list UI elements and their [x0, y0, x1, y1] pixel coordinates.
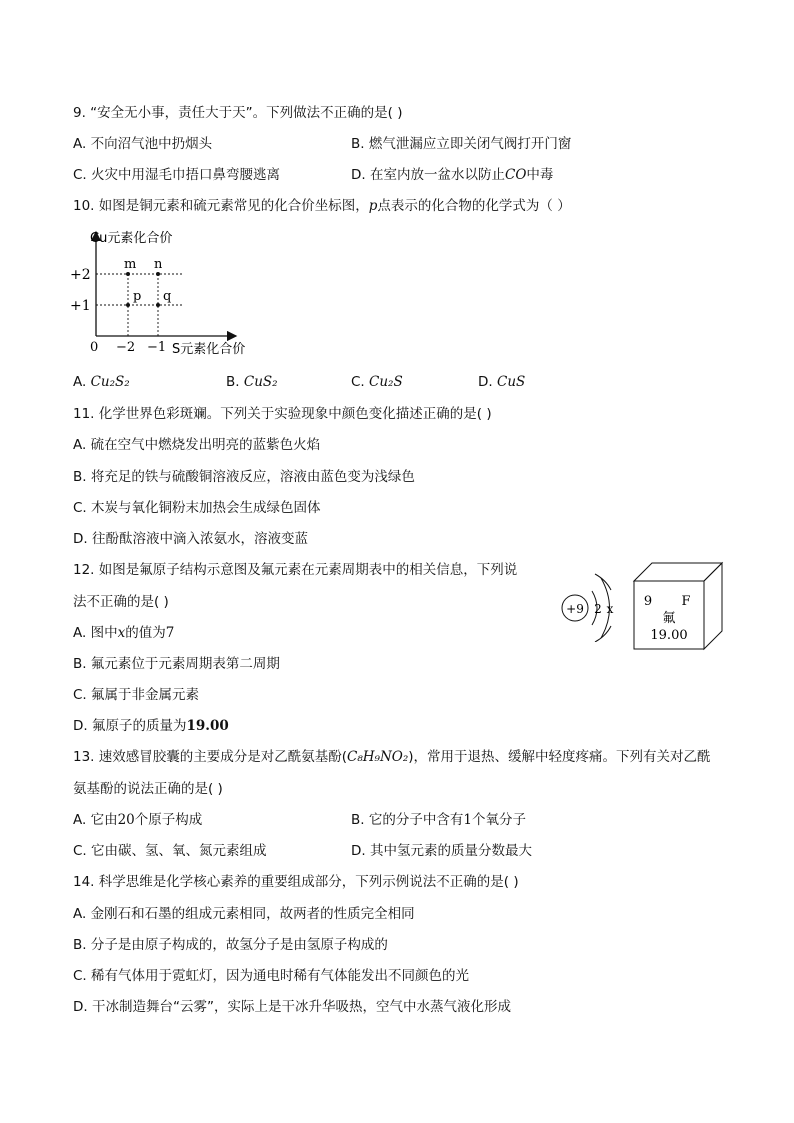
q10-stem: 10. 如图是铜元素和硫元素常见的化合价坐标图，p点表示的化合物的化学式为（ ） — [73, 198, 571, 214]
fluorine-atom-diagram — [556, 572, 626, 642]
q12-option-a: A. 图中x的值为7 — [73, 625, 175, 641]
q10-option-c: C. Cu₂S — [351, 374, 403, 390]
q10-option-d: D. CuS — [478, 374, 526, 390]
point-q — [156, 303, 160, 307]
point-n — [156, 272, 160, 276]
q10-option-a: A. Cu₂S₂ — [73, 374, 130, 390]
y-tick-plus2: +2 — [70, 267, 91, 283]
periodic-table-cell — [632, 561, 724, 651]
q13-option-b: B. 它的分子中含有1个氧分子 — [351, 812, 526, 828]
element-name: 氟 — [662, 611, 676, 626]
q14-option-b: B. 分子是由原子构成的，故氢分子是由氢原子构成的 — [73, 937, 388, 953]
q14-option-c: C. 稀有气体用于霓虹灯，因为通电时稀有气体能发出不同颜色的光 — [73, 968, 470, 984]
nucleus-charge: +9 — [566, 602, 584, 616]
q13-option-d: D. 其中氢元素的质量分数最大 — [351, 843, 532, 859]
valence-chart — [60, 222, 270, 362]
q13-stem-line2: 氨基酚的说法正确的是( ) — [73, 781, 223, 797]
q9-stem: 9. “安全无小事，责任大于天”。下列做法不正确的是( ) — [73, 105, 403, 121]
q14-option-a: A. 金刚石和石墨的组成元素相同，故两者的性质完全相同 — [73, 906, 415, 922]
element-symbol: F — [681, 594, 691, 609]
x-tick-minus2: −2 — [116, 340, 136, 355]
q10-option-b: B. CuS₂ — [226, 374, 278, 390]
y-axis-label: Cu元素化合价 — [90, 231, 173, 246]
x-tick-minus1: −1 — [147, 340, 167, 355]
q12-option-d: D. 氟原子的质量为19.00 — [73, 718, 229, 734]
atomic-number: 9 — [643, 594, 653, 609]
origin-label: 0 — [90, 340, 99, 355]
y-tick-plus1: +1 — [70, 298, 91, 314]
q14-stem: 14. 科学思维是化学核心素养的重要组成部分，下列示例说法不正确的是( ) — [73, 874, 519, 890]
x-axis-label: S元素化合价 — [172, 342, 246, 357]
q11-option-b: B. 将充足的铁与硫酸铜溶液反应，溶液由蓝色变为浅绿色 — [73, 469, 415, 485]
shell2-count: x — [606, 602, 614, 616]
q9-option-c: C. 火灾中用湿毛巾捂口鼻弯腰逃离 — [73, 167, 281, 183]
q11-stem: 11. 化学世界色彩斑斓。下列关于实验现象中颜色变化描述正确的是( ) — [73, 406, 492, 422]
atomic-mass: 19.00 — [650, 628, 688, 643]
q9-option-b: B. 燃气泄漏应立即关闭气阀打开门窗 — [351, 136, 572, 152]
q9-option-a: A. 不向沼气池中扔烟头 — [73, 136, 213, 152]
q11-option-d: D. 往酚酞溶液中滴入浓氨水，溶液变蓝 — [73, 531, 308, 547]
shell1-count: 2 — [594, 602, 602, 616]
label-m: m — [124, 257, 137, 272]
q14-option-d: D. 干冰制造舞台“云雾”，实际上是干冰升华吸热，空气中水蒸气液化形成 — [73, 999, 511, 1015]
label-n: n — [154, 257, 163, 272]
q12-option-c: C. 氟属于非金属元素 — [73, 687, 200, 703]
q13-stem-line1: 13. 速效感冒胶囊的主要成分是对乙酰氨基酚(C₈H₉NO₂)，常用于退热、缓解中轻度疼痛。下列有关对乙酰 — [73, 749, 711, 765]
q11-option-a: A. 硫在空气中燃烧发出明亮的蓝紫色火焰 — [73, 437, 321, 453]
q9-option-d: D. 在室内放一盆水以防止CO中毒 — [351, 167, 554, 183]
label-q: q — [163, 289, 172, 304]
point-m — [126, 272, 130, 276]
q13-option-a: A. 它由20个原子构成 — [73, 812, 203, 828]
point-p — [126, 303, 130, 307]
q12-option-b: B. 氟元素位于元素周期表第二周期 — [73, 656, 280, 672]
q11-option-c: C. 木炭与氧化铜粉末加热会生成绿色固体 — [73, 500, 321, 516]
q12-stem-line2: 法不正确的是( ) — [73, 594, 169, 610]
q13-option-c: C. 它由碳、氢、氧、氮元素组成 — [73, 843, 267, 859]
q12-stem-line1: 12. 如图是氟原子结构示意图及氟元素在元素周期表中的相关信息，下列说 — [73, 562, 518, 578]
label-p: p — [133, 289, 142, 304]
